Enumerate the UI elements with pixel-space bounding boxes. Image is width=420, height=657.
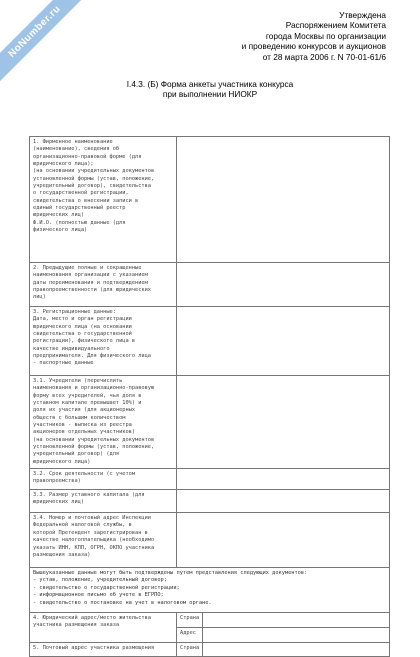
approval-line: города Москвы по организации	[265, 30, 386, 41]
field-label-activity-period: 3.2. Срок деятельности (с учетом правопреемства)	[30, 469, 177, 490]
table-row	[30, 643, 390, 657]
field-label-postal-address: 5. Почтовый адрес участника размещения	[30, 643, 177, 657]
field-sublabel-address: Адрес	[177, 628, 203, 643]
field-value-authorized-capital[interactable]	[177, 490, 390, 513]
approval-line: Утверждена	[339, 10, 386, 20]
table-row	[30, 613, 390, 628]
table-row	[30, 307, 390, 376]
approval-line: от 28 марта 2006 г. N 70-01-61/6	[262, 51, 386, 62]
table-row	[30, 137, 390, 263]
field-label-legal-address: 4. Юридический адрес/место жительства участника размещения заказа	[30, 613, 177, 643]
table-row	[30, 263, 390, 307]
approval-header	[242, 10, 386, 62]
table-row	[30, 469, 390, 490]
field-value-tax-inspection[interactable]	[177, 513, 390, 568]
field-value-country[interactable]	[203, 613, 390, 628]
form-title-line-1: I.4.3. (Б) Форма анкеты участника конкурса	[126, 79, 294, 89]
field-value-registration-data[interactable]	[177, 307, 390, 376]
field-label-company-name: 1. Фирменное наименование (наименование), сведения об организационно-правовой форме (для юридического лица); (на основании учредительных документов установленной формы (устав, положение, учредительный договор), свидетельства о государственной регистрации, свидетельства о внесении записи в единый государственный реестр юридических лиц) Ф.И.О. (полностью данные (для физического лица)	[30, 137, 177, 263]
table-row	[30, 376, 390, 469]
approval-line: Распоряжением Комитета	[285, 20, 386, 31]
table-row	[30, 568, 390, 613]
field-label-tax-inspection: 3.4. Номер и почтовый адрес Инспекции Федеральной налоговой службы, в которой Претендент зарегистрирован в качестве налогоплательщика (необходимо указать ИНН, КПП, ОГРН, ОКПО участника размещения заказа)	[30, 513, 177, 568]
field-label-founders: 3.1. Учредители (перечислить наименования и организационно-правовую форму всех учредителей, чья доля в уставном капитале превышает 10%) и доля их участия (для акционерных обществ с большим количеством участников - выписка из реестра акционеров отдельных участников) (на основании учредительных документов установленной формы (устав, положение, учредительный договор) (для юридического лица)	[30, 376, 177, 469]
approval-line: и проведению конкурсов и аукционов	[241, 41, 386, 52]
table-row	[30, 490, 390, 513]
form-title	[0, 79, 420, 100]
field-sublabel-country: Страна	[177, 613, 203, 628]
form-title-line-2: при выполнении НИОКР	[162, 89, 258, 100]
field-value-company-name[interactable]	[177, 137, 390, 263]
field-sublabel-country: Страна	[177, 643, 203, 657]
field-value-activity-period[interactable]	[177, 469, 390, 490]
questionnaire-table	[29, 136, 390, 657]
field-value-address[interactable]	[203, 628, 390, 643]
watermark-text: NoNumber.ru	[6, 3, 63, 60]
field-value-founders[interactable]	[177, 376, 390, 469]
field-label-authorized-capital: 3.3. Размер уставного капитала (для юридических лиц)	[30, 490, 177, 513]
field-value-postal-country[interactable]	[203, 643, 390, 657]
table-row	[30, 513, 390, 568]
documents-note: Вышеуказанные данные могут быть подтверждены путем представления следующих документов: - устав, положение, учредительный договор; - свидетельство о государственной регистрации; - информационное письмо об учете в ЕГРПО; - свидетельство о постановке на учет в налоговом органе.	[30, 568, 390, 613]
field-value-previous-names[interactable]	[177, 263, 390, 307]
field-label-previous-names: 2. Предыдущие полные и сокращенные наименования организации с указанием даты переименования и подтверждением правопреемственности (для юридических лиц)	[30, 263, 177, 307]
field-label-registration-data: 3. Регистрационные данные: Дата, место и орган регистрации юридического лица (на основании свидетельства о государственной регистрации), физического лица в качестве индивидуального предпринимателя. Для физического лица - паспортные данные	[30, 307, 177, 376]
